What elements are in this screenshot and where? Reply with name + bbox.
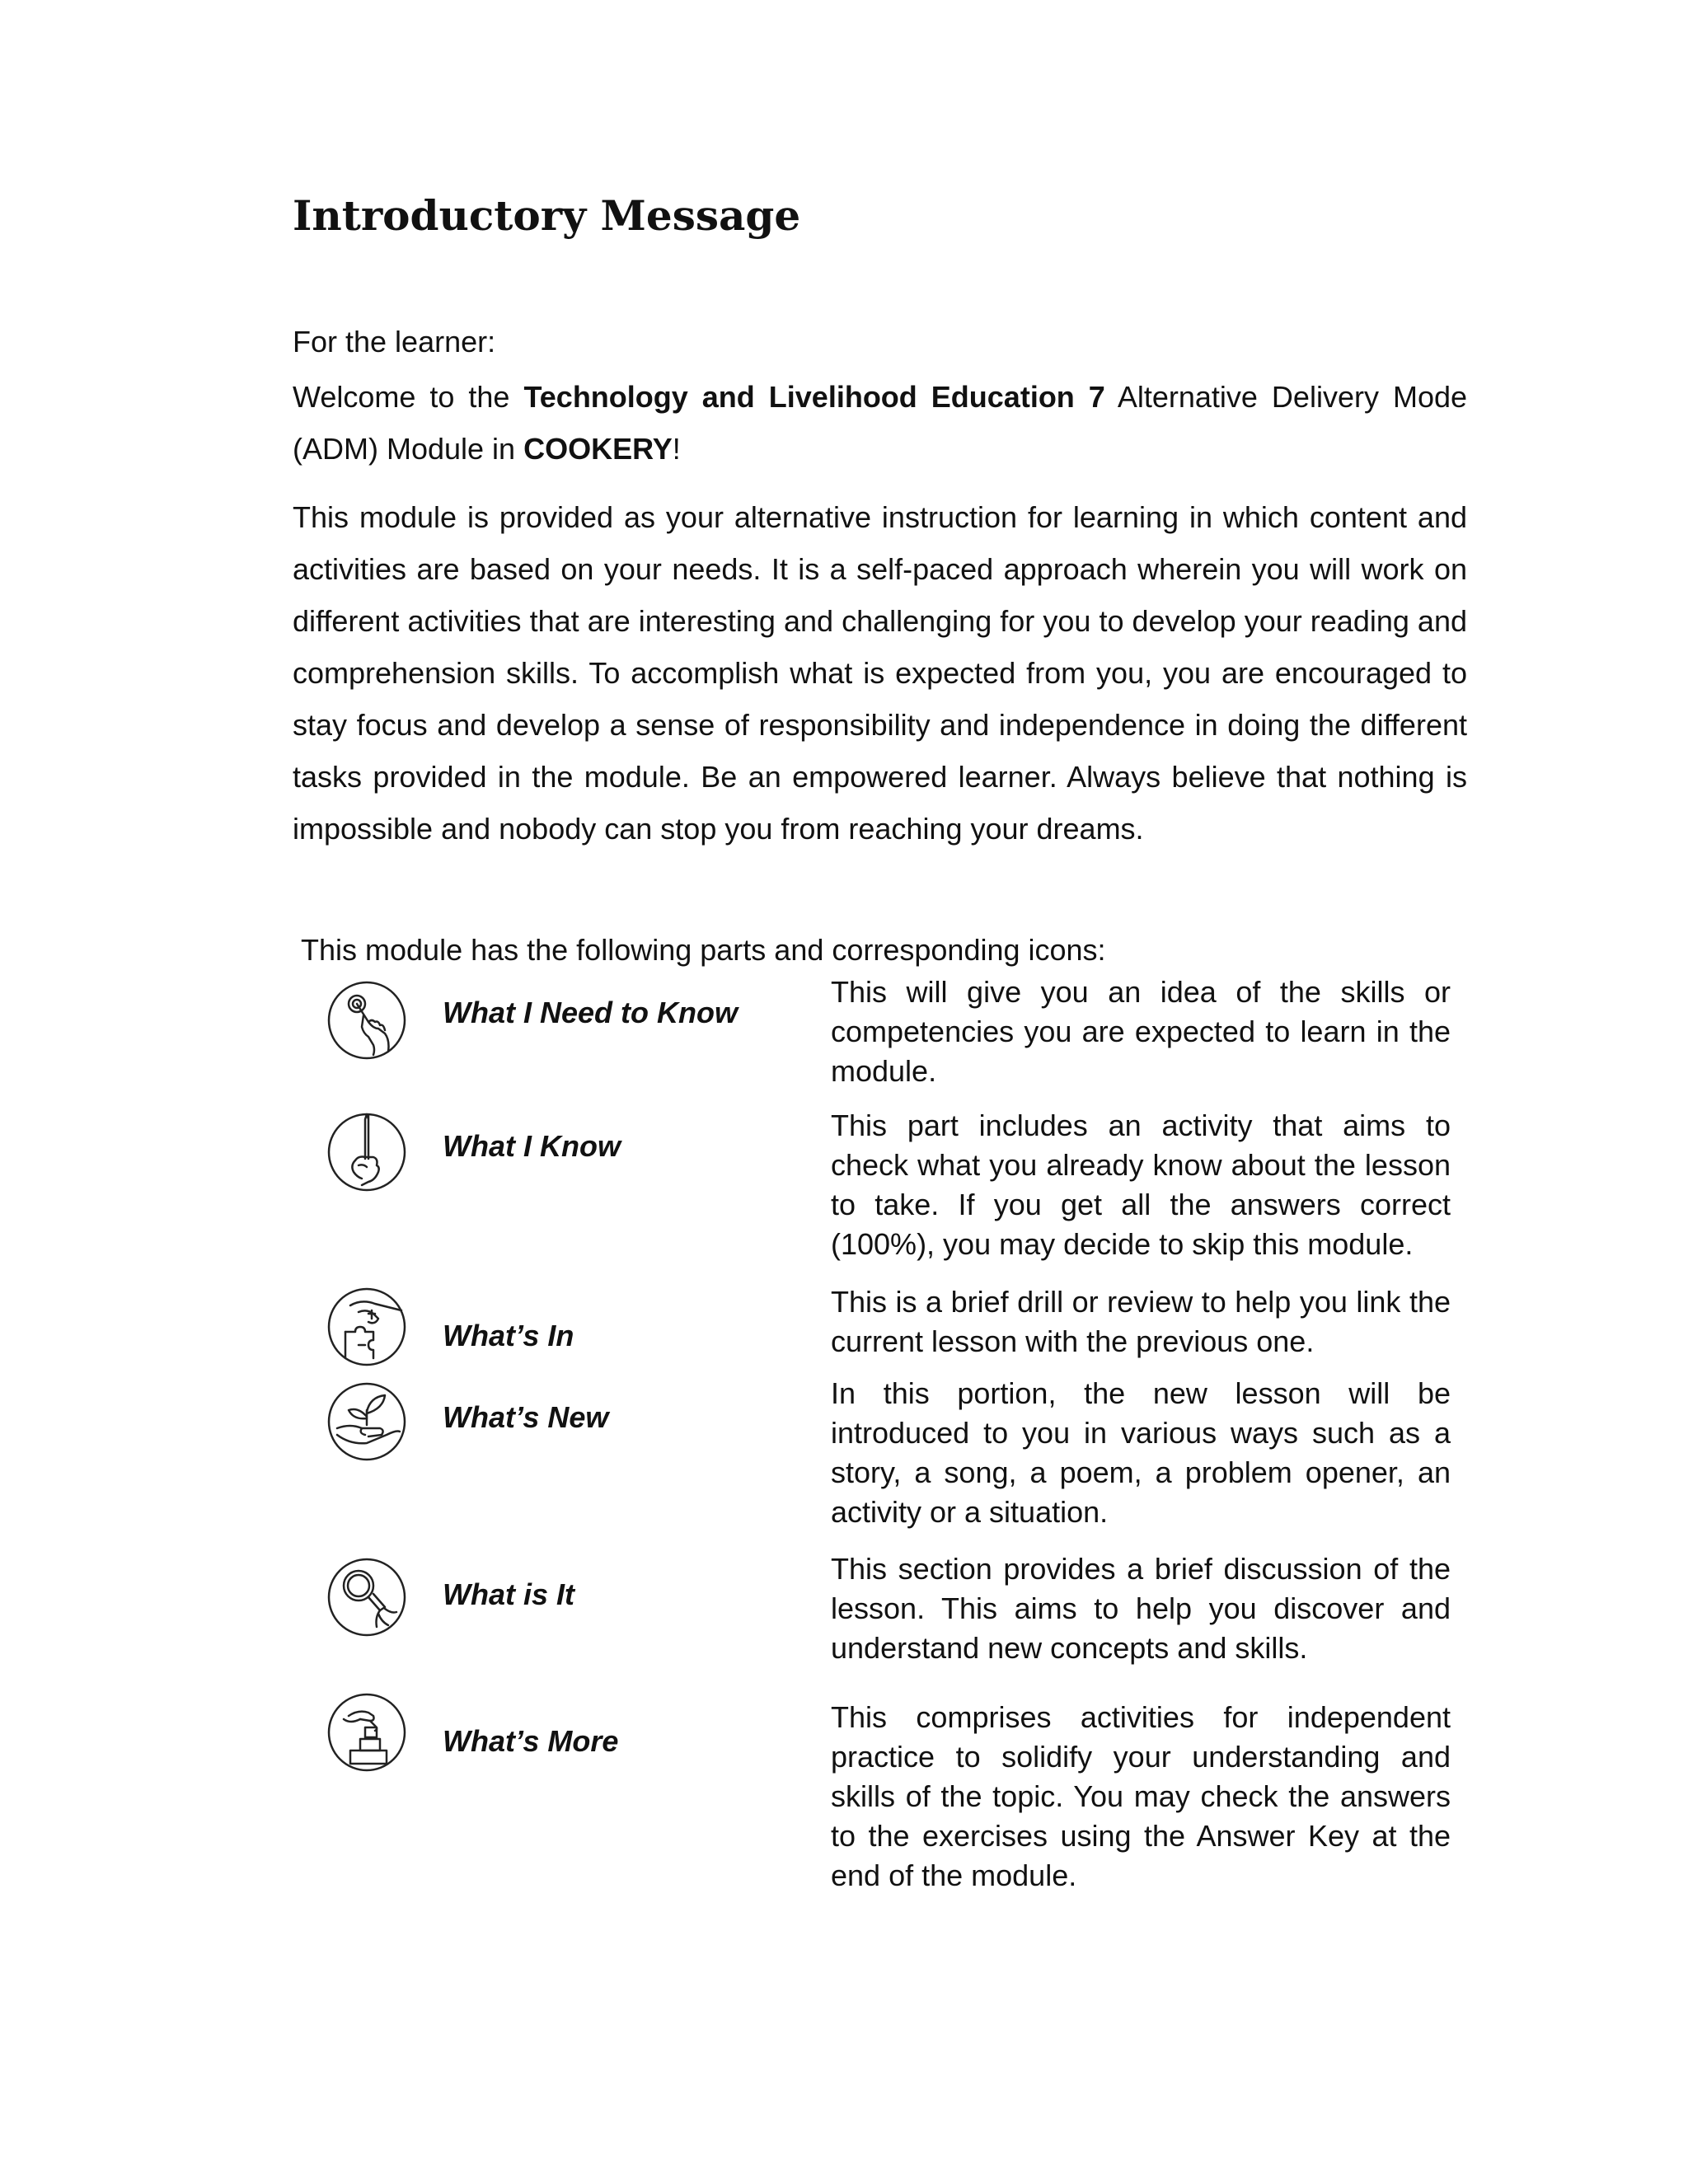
part-label: What I Know [443, 1129, 621, 1163]
parts-intro: This module has the following parts and corresponding icons: [301, 933, 1106, 967]
sprout-hand-icon [326, 1380, 408, 1463]
part-description: This comprises activities for independent practice to solidify your understanding and skills of the topic. You may check the answers to the exercises using the Answer Key at the end of the module. [831, 1700, 1451, 1892]
welcome-subject: Technology and Livelihood Education 7 [523, 380, 1105, 414]
part-description: This section provides a brief discussion of the lesson. This aims to help you discover and understand new concepts and skills. [831, 1552, 1451, 1665]
part-description: This is a brief drill or review to help you link the current lesson with the previous one. [831, 1285, 1451, 1358]
part-description: This will give you an idea of the skills or competencies you are expected to learn in the module. [831, 975, 1451, 1088]
puzzle-hand-icon [326, 1286, 408, 1368]
part-label: What’s In [443, 1319, 574, 1352]
part-label: What I Need to Know [443, 996, 738, 1029]
welcome-paragraph [293, 371, 1467, 475]
welcome-pre: Welcome to the [293, 380, 524, 414]
welcome-module: COOKERY [523, 432, 673, 466]
intro-body-paragraph: This module is provided as your alternative instruction for learning in which content and activities are based on your needs. It is a self-paced approach wherein you will work on different activities that are interesting and challenging for you to develop your reading and comprehension skills. To accomplish what is expected from you, you are encouraged to stay focus and develop a sense of responsibility and independence in doing the different tasks provided in the module. Be an empowered learner. Always believe that nothing is impossible and nobody can stop you from reaching your dreams. [293, 500, 1467, 846]
page-title: Introductory Message [293, 191, 801, 240]
part-description: In this portion, the new lesson will be introduced to you in various ways such as a story, a song, a poem, a problem opener, an activity or a situation. [831, 1376, 1451, 1529]
blocks-hand-icon [326, 1691, 408, 1774]
hand-pencil-icon [326, 1111, 408, 1193]
part-label: What’s New [443, 1400, 609, 1434]
part-description: This part includes an activity that aims to check what you already know about the lesson to take. If you get all the answers correct (100%), you may decide to skip this module. [831, 1108, 1451, 1261]
part-label: What is It [443, 1577, 574, 1611]
welcome-mid: Alternative Delivery Mode (ADM) Module in [293, 380, 1468, 466]
welcome-post: ! [672, 432, 681, 466]
magnifier-hand-icon [326, 1556, 408, 1638]
for-learner-heading: For the learner: [293, 325, 496, 359]
part-label: What’s More [443, 1724, 619, 1758]
pointing-hand-icon [326, 979, 408, 1062]
